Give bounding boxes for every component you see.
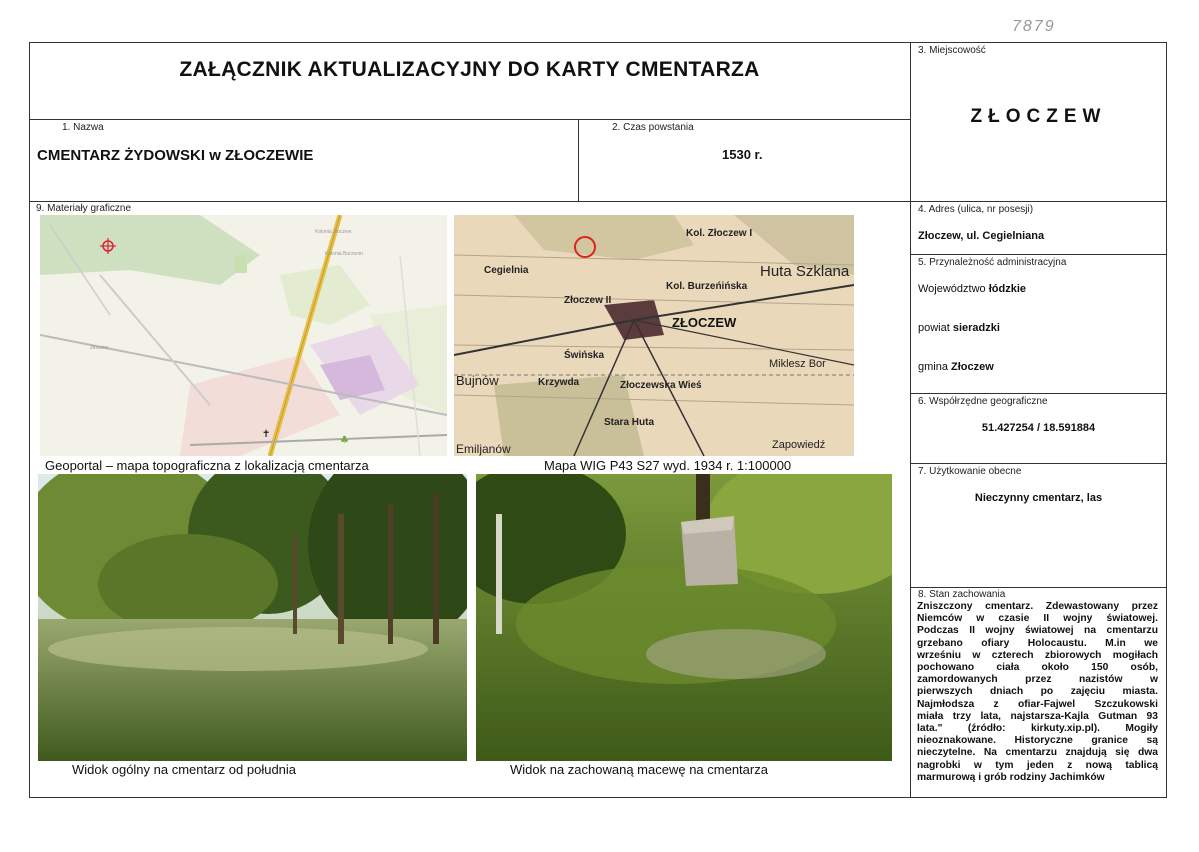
map1-caption: Geoportal – mapa topograficzna z lokalizacją cmentarza [45, 458, 369, 473]
topographic-map [40, 215, 447, 456]
condition-line: Najmłodsza z ofiar-Fajwel Szczukowski [917, 698, 1158, 710]
field6-label: 6. Współrzędne geograficzne [918, 396, 1048, 407]
map2-label: Kol. Złoczew I [686, 228, 753, 239]
map2-label: Emiljanów [456, 442, 511, 456]
locality: ZŁOCZEW [970, 106, 1107, 127]
condition-line: Podczas II wojny światowej na cmentarzu [917, 625, 1158, 637]
photo2-caption: Widok na zachowaną macewę na cmentarza [510, 762, 768, 777]
field9-label: 9. Materiały graficzne [36, 203, 132, 214]
map2-label: Bujnów [456, 373, 499, 388]
svg-text:♣: ♣ [340, 435, 349, 446]
matzevah-photo [476, 474, 892, 761]
map2-label: Kol. Burzeńińska [666, 281, 748, 292]
map1-label: Kolonia Złoczew [315, 229, 352, 235]
condition-line: wrześniu w czterech zbiorowych mogiłach [917, 649, 1158, 661]
map2-label: ZŁOCZEW [672, 315, 737, 330]
founding-date: 1530 r. [722, 147, 763, 162]
cemetery-overview-photo [38, 474, 467, 761]
coordinates: 51.427254 / 18.591884 [981, 422, 1096, 434]
condition-line: zamordowanych przez nazistów w [917, 674, 1158, 686]
county: powiat sieradzki [918, 322, 1000, 334]
map1-label: Kolonia Burzenin [325, 251, 363, 257]
map2-label: Złoczew II [564, 295, 612, 306]
map2-label: Zapowiedź [772, 439, 826, 451]
map2-caption: Mapa WIG P43 S27 wyd. 1934 r. 1:100000 [544, 458, 792, 473]
condition-line: pierwszych dniach po zajęciu miasta. [917, 686, 1158, 698]
map1-label: Złoczew [90, 345, 109, 351]
address: Złoczew, ul. Cegielniana [918, 230, 1045, 242]
condition-line: nagrobki w tym jeden z nową tablicą [917, 759, 1158, 771]
map2-label: Stara Huta [604, 417, 655, 428]
condition-line: lata." (źródło: kirkuty.xip.pl). Mogiły [917, 723, 1158, 735]
page-title: ZAŁĄCZNIK AKTUALIZACYJNY DO KARTY CMENTARZA [179, 58, 760, 81]
condition-line: nieczytelne. Na cmentarzu znajdują się dwa [917, 747, 1158, 759]
field4-label: 4. Adres (ulica, nr posesji) [918, 204, 1034, 215]
map2-label: Krzywda [538, 377, 580, 388]
field2-label: 2. Czas powstania [612, 122, 694, 133]
condition-line: nieoznakowane. Historyczne granice są [917, 735, 1158, 747]
current-use: Nieczynny cmentarz, las [974, 492, 1103, 504]
svg-text:✝: ✝ [262, 429, 271, 440]
field3-label: 3. Miejscowość [918, 45, 986, 56]
condition-line: grzebano ofiary Holocaustu. M.in we [917, 637, 1158, 649]
photo1-caption: Widok ogólny na cmentarz od południa [72, 762, 297, 777]
map2-label: Miklesz Bor [769, 358, 826, 370]
condition-line: Zniszczony cmentarz. Zdewastowany przez [917, 601, 1158, 612]
map2-label: Świńska [564, 350, 605, 361]
map2-label: Cegielnia [484, 265, 529, 276]
cemetery-name: CMENTARZ ŻYDOWSKI w ZŁOCZEWIE [37, 147, 314, 164]
condition-line: pochowano ciała około 150 osób, [917, 662, 1158, 674]
map2-label: Złoczewska Wieś [620, 380, 702, 391]
map2-label: Huta Szklana [760, 263, 850, 280]
field5-label: 5. Przynależność administracyjna [918, 257, 1067, 268]
condition-line: miała trzy lata, najstarsza-Kajla Gutman 93 [917, 710, 1158, 722]
field7-label: 7. Użytkowanie obecne [918, 466, 1022, 477]
voivodeship: Województwo łódzkie [918, 283, 1027, 295]
archive-number: 7879 [1012, 18, 1056, 35]
wig-map [454, 215, 854, 456]
commune: gmina Złoczew [918, 361, 994, 373]
field1-label: 1. Nazwa [62, 122, 104, 133]
condition-text [917, 601, 1158, 784]
condition-line: marmurową i grób rodziny Jachimków [917, 771, 1105, 783]
field8-label: 8. Stan zachowania [918, 589, 1006, 600]
condition-line: Niemców w czasie II wojny światowej. [917, 613, 1158, 625]
